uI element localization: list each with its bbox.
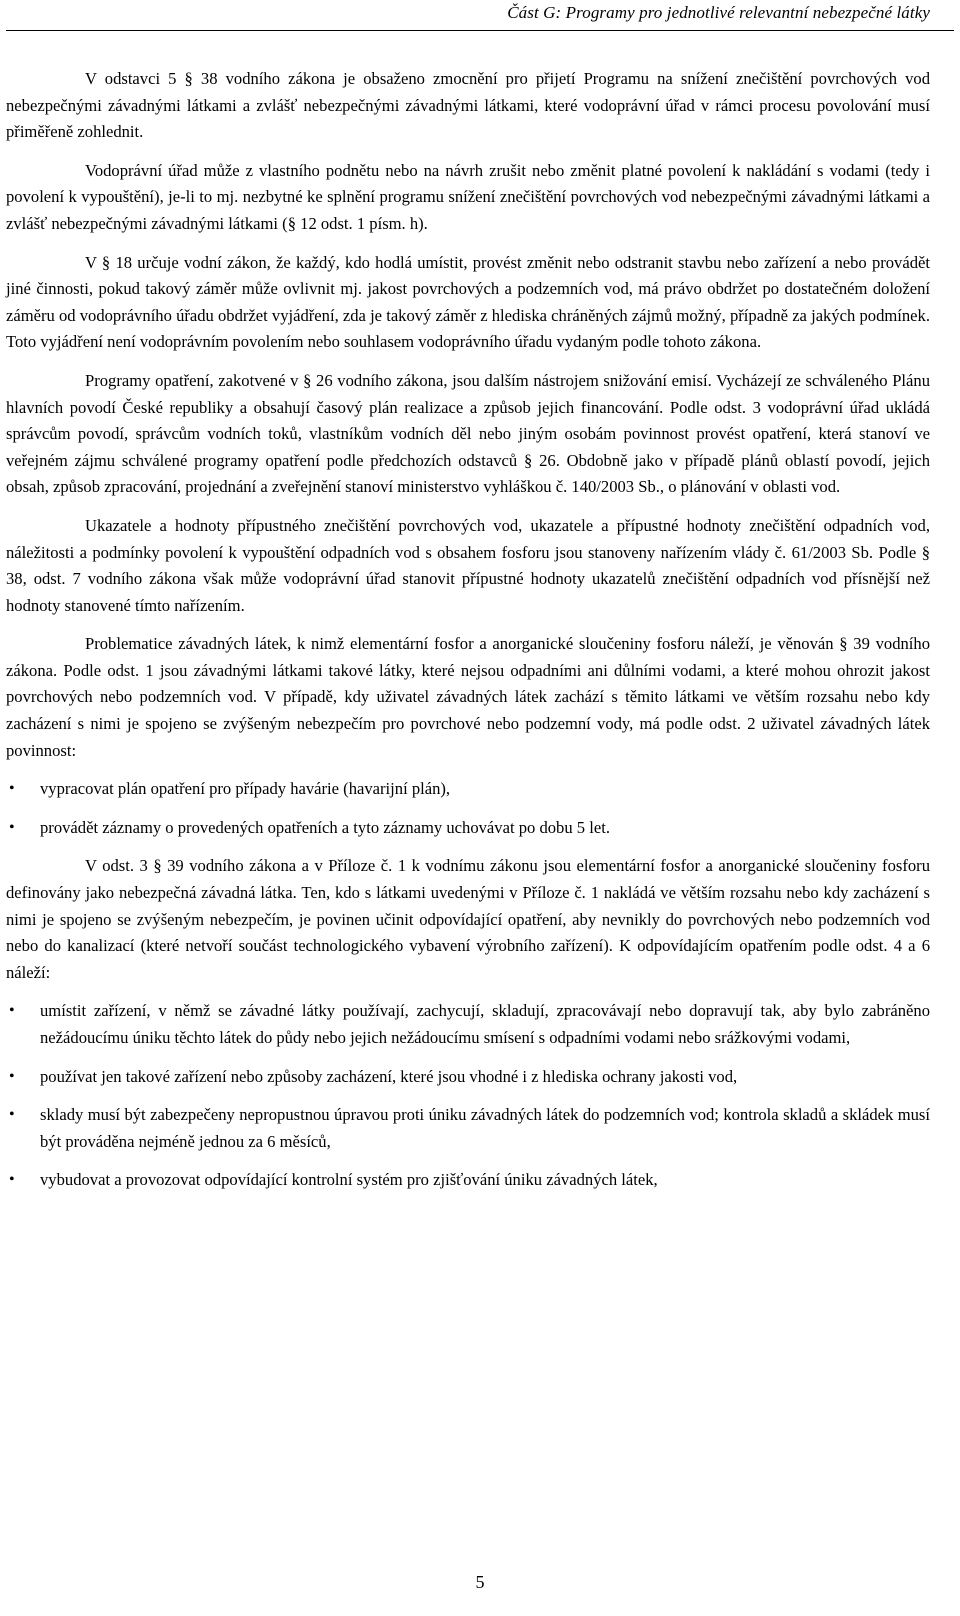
header-divider — [6, 30, 954, 31]
list-item — [6, 776, 930, 803]
bullet-list-obligations — [6, 776, 930, 841]
list-item-text: sklady musí být zabezpečeny nepropustnou úpravou proti úniku závadných látek do podzemních vod; kontrola skladů a skládek musí být prováděna nejméně jednou za 6 měsíců, — [40, 1105, 930, 1151]
list-item — [6, 998, 930, 1051]
bullet-icon: • — [9, 780, 15, 798]
paragraph: Ukazatele a hodnoty přípustného znečištění povrchových vod, ukazatele a přípustné hodnoty znečištění odpadních vod, náležitosti a podmínky povolení k vypouštění odpadních vod s obsahem fosforu jsou stanoveny nařízením vlády č. 61/2003 Sb. Podle § 38, odst. 7 vodního zákona však může vodoprávní úřad stanovit přípustné hodnoty ukazatelů znečištění odpadních vod přísnější než hodnoty stanovené tímto nařízením. — [6, 515, 930, 615]
list-item-text: umístit zařízení, v němž se závadné látky používají, zachycují, skladují, zpracovávají nebo dopravují tak, aby bylo zabráněno nežádoucímu úniku těchto látek do půdy nebo jejich nežádoucímu smísení s odpadními vodami nebo srážkovými vodami, — [40, 1001, 930, 1047]
list-item-text: vypracovat plán opatření pro případy havárie (havarijní plán), — [40, 779, 451, 799]
list-item-text: používat jen takové zařízení nebo způsoby zacházení, které jsou vhodné i z hlediska ochrany jakosti vod, — [40, 1066, 738, 1086]
page-header-title: Část G: Programy pro jednotlivé relevantní nebezpečné látky — [507, 3, 930, 22]
bullet-icon: • — [9, 1002, 15, 1020]
bullet-icon: • — [9, 818, 15, 836]
list-item — [6, 1167, 930, 1194]
list-item — [6, 1102, 930, 1155]
paragraph: V odst. 3 § 39 vodního zákona a v Příloze č. 1 k vodnímu zákonu jsou elementární fosfor a anorganické sloučeniny fosforu definovány jako nebezpečná závadná látka. Ten, kdo s látkami uvedenými v Příloze č. 1 nakládá ve větším rozsahu nebo kdy zacházení s nimi je spojeno se zvýšeným nebezpečím, je povinen učinit odpovídající opatření, aby nevnikly do povrchových nebo podzemních vod nebo do kanalizací (které netvoří součást technologického vybavení výrobního zařízení). K odpovídajícím opatřením podle odst. 4 a 6 náleží: — [6, 856, 930, 982]
bullet-icon: • — [9, 1067, 15, 1085]
list-item — [6, 1064, 930, 1091]
paragraph: V odstavci 5 § 38 vodního zákona je obsaženo zmocnění pro přijetí Programu na snížení znečištění povrchových vod nebezpečnými závadnými látkami a zvlášť nebezpečnými závadnými látkami, které vodoprávní úřad v rámci procesu povolování musí přiměřeně zohlednit. — [6, 69, 930, 142]
list-item — [6, 815, 930, 842]
paragraph: Problematice závadných látek, k nimž elementární fosfor a anorganické sloučeniny fosforu náleží, je věnován § 39 vodního zákona. Podle odst. 1 jsou závadnými látkami takové látky, které nejsou odpadními ani důlními vodami, a které mohou ohrozit jakost povrchových nebo podzemních vod. V případě, kdy uživatel závadných látek zachází s těmito látkami ve větším rozsahu nebo kdy zacházení s nimi je spojeno se zvýšeným nebezpečím pro povrchové nebo podzemní vody, má podle odst. 2 uživatel závadných látek povinnost: — [6, 634, 930, 760]
page-number: 5 — [475, 1572, 485, 1592]
paragraph: V § 18 určuje vodní zákon, že každý, kdo hodlá umístit, provést změnit nebo odstranit stavbu nebo zařízení a nebo provádět jiné činnosti, pokud takový záměr může ovlivnit mj. jakost povrchových a podzemních vod, má právo obdržet po dostatečném doložení záměru od vodoprávního úřadu obdržet vyjádření, zda je takový záměr z hlediska chráněných zájmů možný, případně za jakých podmínek. Toto vyjádření není vodoprávním povolením nebo souhlasem vodoprávního úřadu vydaným podle tohoto zákona. — [6, 252, 930, 352]
bullet-icon: • — [9, 1171, 15, 1189]
list-item-text: provádět záznamy o provedených opatřeních a tyto záznamy uchovávat po dobu 5 let. — [40, 817, 610, 837]
paragraph: Programy opatření, zakotvené v § 26 vodního zákona, jsou dalším nástrojem snižování emisí. Vycházejí ze schváleného Plánu hlavních povodí České republiky a obsahují časový plán realizace a způsob jejich financování. Podle odst. 3 vodoprávní úřad ukládá správcům povodí, správcům vodních toků, vlastníkům vodních děl nebo jiným osobám povinnost provést opatření, která stanoví ve veřejném zájmu schválené programy opatření podle předchozích odstavců § 26. Obdobně jako v případě plánů oblastí povodí, jejich obsah, způsob zpracování, projednání a zveřejnění stanoví ministerstvo vyhláškou č. 140/2003 Sb., o plánování v oblasti vod. — [6, 370, 930, 497]
bullet-list-measures — [6, 998, 930, 1194]
document-body — [6, 66, 930, 1206]
paragraph: Vodoprávní úřad může z vlastního podnětu nebo na návrh zrušit nebo změnit platné povolení k nakládání s vodami (tedy i povolení k vypouštění), je-li to mj. nezbytné ke splnění programu snížení znečištění povrchových vod nebezpečnými závadnými látkami a zvlášť nebezpečnými závadnými látkami (§ 12 odst. 1 písm. h). — [6, 160, 930, 233]
list-item-text: vybudovat a provozovat odpovídající kontrolní systém pro zjišťování úniku závadných látek, — [40, 1170, 658, 1190]
bullet-icon: • — [9, 1106, 15, 1124]
